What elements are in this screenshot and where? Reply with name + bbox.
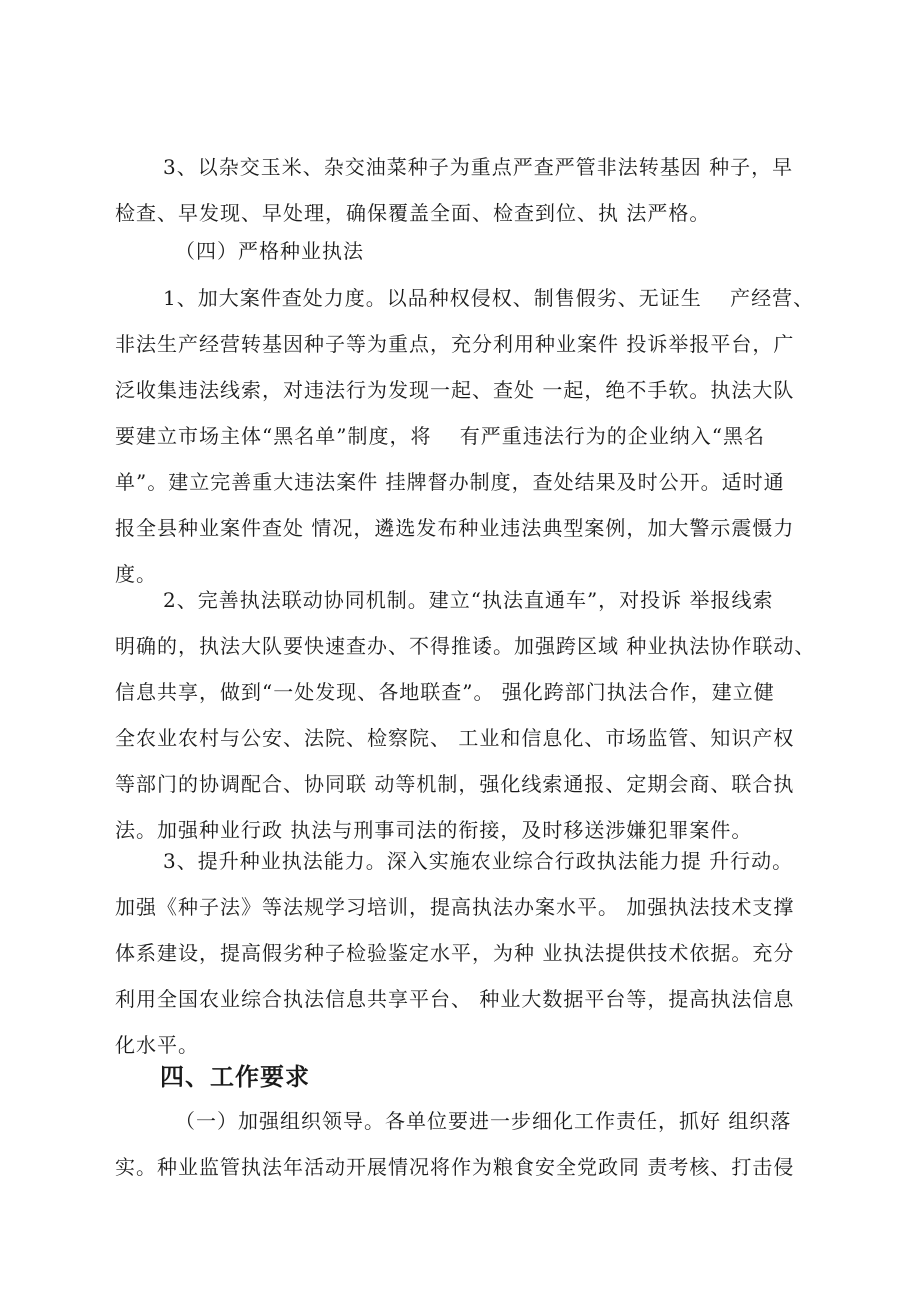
text-line: 加强《种子法》等法规学习培训，提高执法办案水平。 加强执法技术支撑 (115, 895, 795, 919)
text-line: 报全县种业案件查处 情况，遴选发布种业违法典型案例，加大警示震慑力 (115, 516, 795, 540)
text-line: 2、完善执法联动协同机制。建立“执法直通车”，对投诉 举报线索 (163, 588, 774, 612)
text-line: 明确的，执法大队要快速查办、不得推诿。加强跨区域 种业执法协作联动、 (115, 634, 816, 658)
paragraph-item-2-coordination (115, 577, 815, 853)
text-line: 体系建设，提高假劣种子检验鉴定水平，为种 业执法提供技术依据。充分 (115, 941, 795, 965)
text-line: 实。种业监管执法年活动开展情况将作为粮食安全党政同 责考核、打击侵 (115, 1155, 795, 1179)
section-heading-4: 四、工作要求 (160, 1063, 310, 1091)
text-line: 3、以杂交玉米、杂交油菜种子为重点严查严管非法转基因 种子，早 (163, 155, 794, 179)
text-line: 1、加大案件查处力度。以品种权侵权、制售假劣、无证生 产经营、 (163, 286, 815, 310)
text-line: 非法生产经营转基因种子等为重点，充分利用种业案件 投诉举报平台，广 (115, 332, 795, 356)
paragraph-requirement-1 (115, 1098, 815, 1190)
text-line: （一）加强组织领导。各单位要进一步细化工作责任，抓好 组织落 (175, 1109, 792, 1133)
subsection-heading-4: （四）严格种业执法 (175, 239, 364, 263)
text-line: 化水平。 (115, 1033, 199, 1057)
paragraph-item-3-gmo (115, 144, 815, 236)
text-line: 全农业农村与公安、法院、检察院、 工业和信息化、市场监管、知识产权 (115, 726, 795, 750)
text-line: 信息共享，做到“一处发现、各地联查”。 强化跨部门执法合作，建立健 (115, 680, 775, 704)
text-line: 单”。建立完善重大违法案件 挂牌督办制度，查处结果及时公开。适时通 (115, 470, 785, 494)
text-line: 3、提升种业执法能力。深入实施农业综合行政执法能力提 升行动。 (163, 849, 794, 873)
text-line: 度。 (115, 562, 157, 586)
text-line: 利用全国农业综合执法信息共享平台、 种业大数据平台等，提高执法信息 (115, 987, 795, 1011)
text-line: 要建立市场主体“黑名单”制度，将 有严重违法行为的企业纳入“黑名 (115, 424, 766, 448)
paragraph-item-1-enforcement (115, 275, 815, 597)
text-line: 法。加强种业行政 执法与刑事司法的衔接，及时移送涉嫌犯罪案件。 (115, 818, 753, 842)
paragraph-item-3-capacity (115, 838, 815, 1068)
text-line: 等部门的协调配合、协同联 动等机制，强化线索通报、定期会商、联合执 (115, 772, 795, 796)
text-line: 泛收集违法线索，对违法行为发现一起、查处 一起，绝不手软。执法大队 (115, 378, 795, 402)
text-line: 检查、早发现、早处理，确保覆盖全面、检查到位、执 法严格。 (115, 201, 711, 225)
